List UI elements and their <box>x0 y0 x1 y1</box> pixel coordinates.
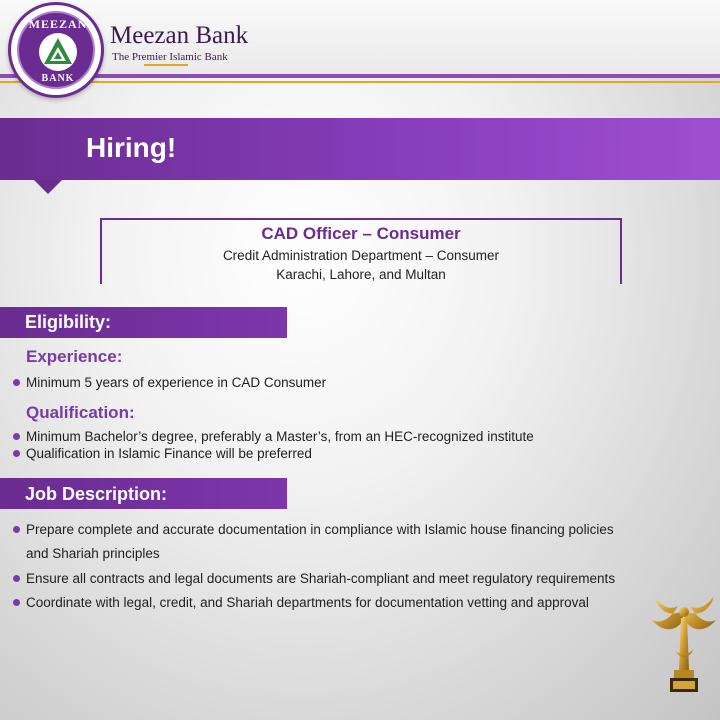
tagline-underline <box>144 64 188 66</box>
job-locations: Karachi, Lahore, and Multan <box>276 267 446 282</box>
logo-center <box>39 33 77 71</box>
bullet-icon <box>13 526 20 533</box>
award-trophy-icon <box>648 590 720 718</box>
header-purple-stripe <box>0 74 720 78</box>
experience-item: Minimum 5 years of experience in CAD Consumer <box>26 375 327 390</box>
bullet-icon <box>13 450 20 457</box>
header-gold-stripe <box>0 81 720 83</box>
bullet-icon <box>13 599 20 606</box>
hiring-title: Hiring! <box>86 132 177 163</box>
qualification-item: Qualification in Islamic Finance will be preferred <box>26 446 312 461</box>
job-description-item: Coordinate with legal, credit, and Shariah departments for documentation vetting and approval <box>26 595 589 610</box>
job-title: CAD Officer – Consumer <box>261 224 461 243</box>
bank-name: Meezan Bank <box>110 22 249 49</box>
qualification-heading: Qualification: <box>26 403 135 422</box>
bank-tagline: The Premier Islamic Bank <box>112 51 228 63</box>
experience-heading: Experience: <box>26 347 123 366</box>
header-bar <box>0 0 720 76</box>
logo-emblem-icon <box>39 33 77 71</box>
meezan-bank-logo <box>8 2 104 98</box>
job-department: Credit Administration Department – Consumer <box>222 248 500 263</box>
bullet-icon <box>13 575 20 582</box>
qualification-item: Minimum Bachelor’s degree, preferably a Master’s, from an HEC-recognized institute <box>26 429 534 444</box>
logo-top-text: MEEZAN <box>28 17 88 31</box>
bullet-icon <box>13 379 20 386</box>
logo-bottom-text: BANK <box>41 73 75 84</box>
job-description-item: Prepare complete and accurate documentation in compliance with Islamic house financing policies <box>26 522 614 537</box>
job-description-heading: Job Description: <box>25 484 168 504</box>
job-description-item: Ensure all contracts and legal documents are Shariah-compliant and meet regulatory requirements <box>26 571 616 586</box>
eligibility-heading: Eligibility: <box>25 312 112 332</box>
logo-ring <box>17 11 95 89</box>
hiring-banner-notch <box>34 180 62 194</box>
job-description-item-continuation: and Shariah principles <box>26 546 160 561</box>
bullet-icon <box>13 433 20 440</box>
